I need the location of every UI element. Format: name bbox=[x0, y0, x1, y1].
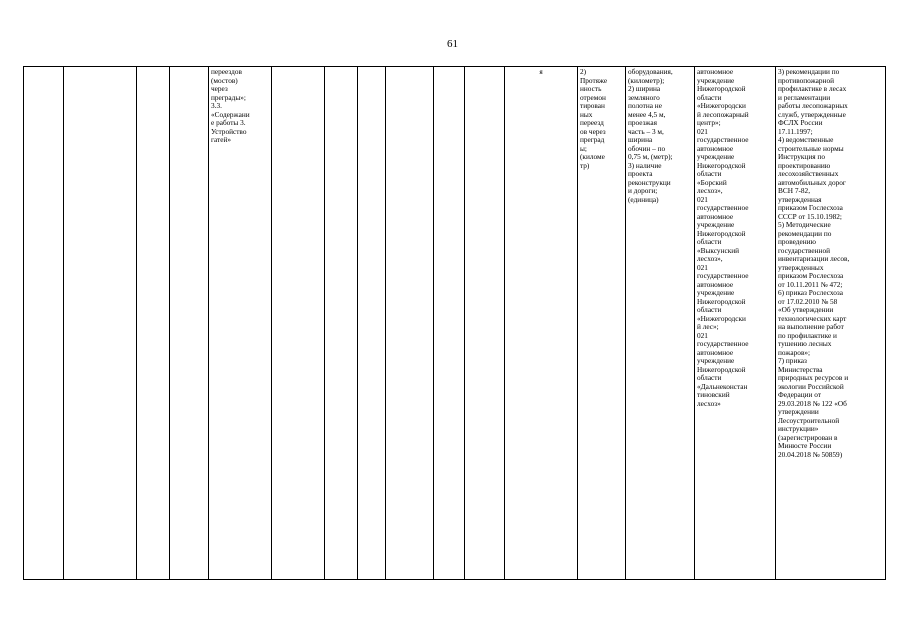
table-cell: 3) рекомендации по противопожарной профилактике в лесах и регламентации работы лесопожарных служб, утвержденные ФСЛХ России 17.11.1997; 4) ведомственные строительные нормы Инструкция по проектированию лесохозяйственных автомобильных дорог ВСН 7-82, утвержденная приказом Гослесхоза СССР от 15.10.1982; 5) Методические рекомендации по проведению государственной инвентаризации лесов, утвержденных приказом Рослесхоза от 10.11.2011 № 472; 6) приказ Рослесхоза от 17.02.2010 № 58 «Об утверждении технологических карт на выполнение работ по профилактике и тушению лесных пожаров»; 7) приказ Министерства природных ресурсов и экологии Российской Федерации от 29.03.2018 № 122 «Об утверждении Лесоустроительной инструкции» (зарегистрирован в Минюсте России 20.04.2018 № 50859) bbox=[776, 67, 886, 580]
table-cell bbox=[137, 67, 170, 580]
table-cell bbox=[386, 67, 434, 580]
table-cell bbox=[358, 67, 386, 580]
table-cell: переездов (мостов) через преграды»; 3.3. «Содержани е работы 3. Устройство гатей» bbox=[209, 67, 272, 580]
table-cell bbox=[465, 67, 505, 580]
table-cell: я bbox=[505, 67, 578, 580]
table-cell bbox=[272, 67, 325, 580]
table-cell bbox=[170, 67, 209, 580]
page-number: 61 bbox=[447, 38, 458, 50]
table-cell: оборудования, (километр); 2) ширина земляного полотна не менее 4,5 м, проезжая часть – 3 м, ширина обочин – по 0,75 м, (метр); 3) наличие проекта реконструкци и дороги; (единица) bbox=[626, 67, 695, 580]
table-cell bbox=[64, 67, 137, 580]
table-cell bbox=[24, 67, 64, 580]
table-row bbox=[24, 67, 886, 580]
table-cell bbox=[325, 67, 358, 580]
table-cell: автономное учреждение Нижегородской области «Нижегородски й лесопожарный центр»; 021 государственное автономное учреждение Нижегородской области «Борский лесхоз», 021 государственное автономное учреждение Нижегородской области «Выксунский лесхоз», 021 государственное автономное учреждение Нижегородской области «Нижегородски й лес»; 021 государственное автономное учреждение Нижегородской области «Дальнеконстан тиновский лесхоз» bbox=[695, 67, 776, 580]
table-cell bbox=[434, 67, 465, 580]
document-table bbox=[23, 66, 886, 580]
table-cell: 2) Протяже нность отремон тирован ных переезд ов через преград ы; (киломе тр) bbox=[578, 67, 626, 580]
